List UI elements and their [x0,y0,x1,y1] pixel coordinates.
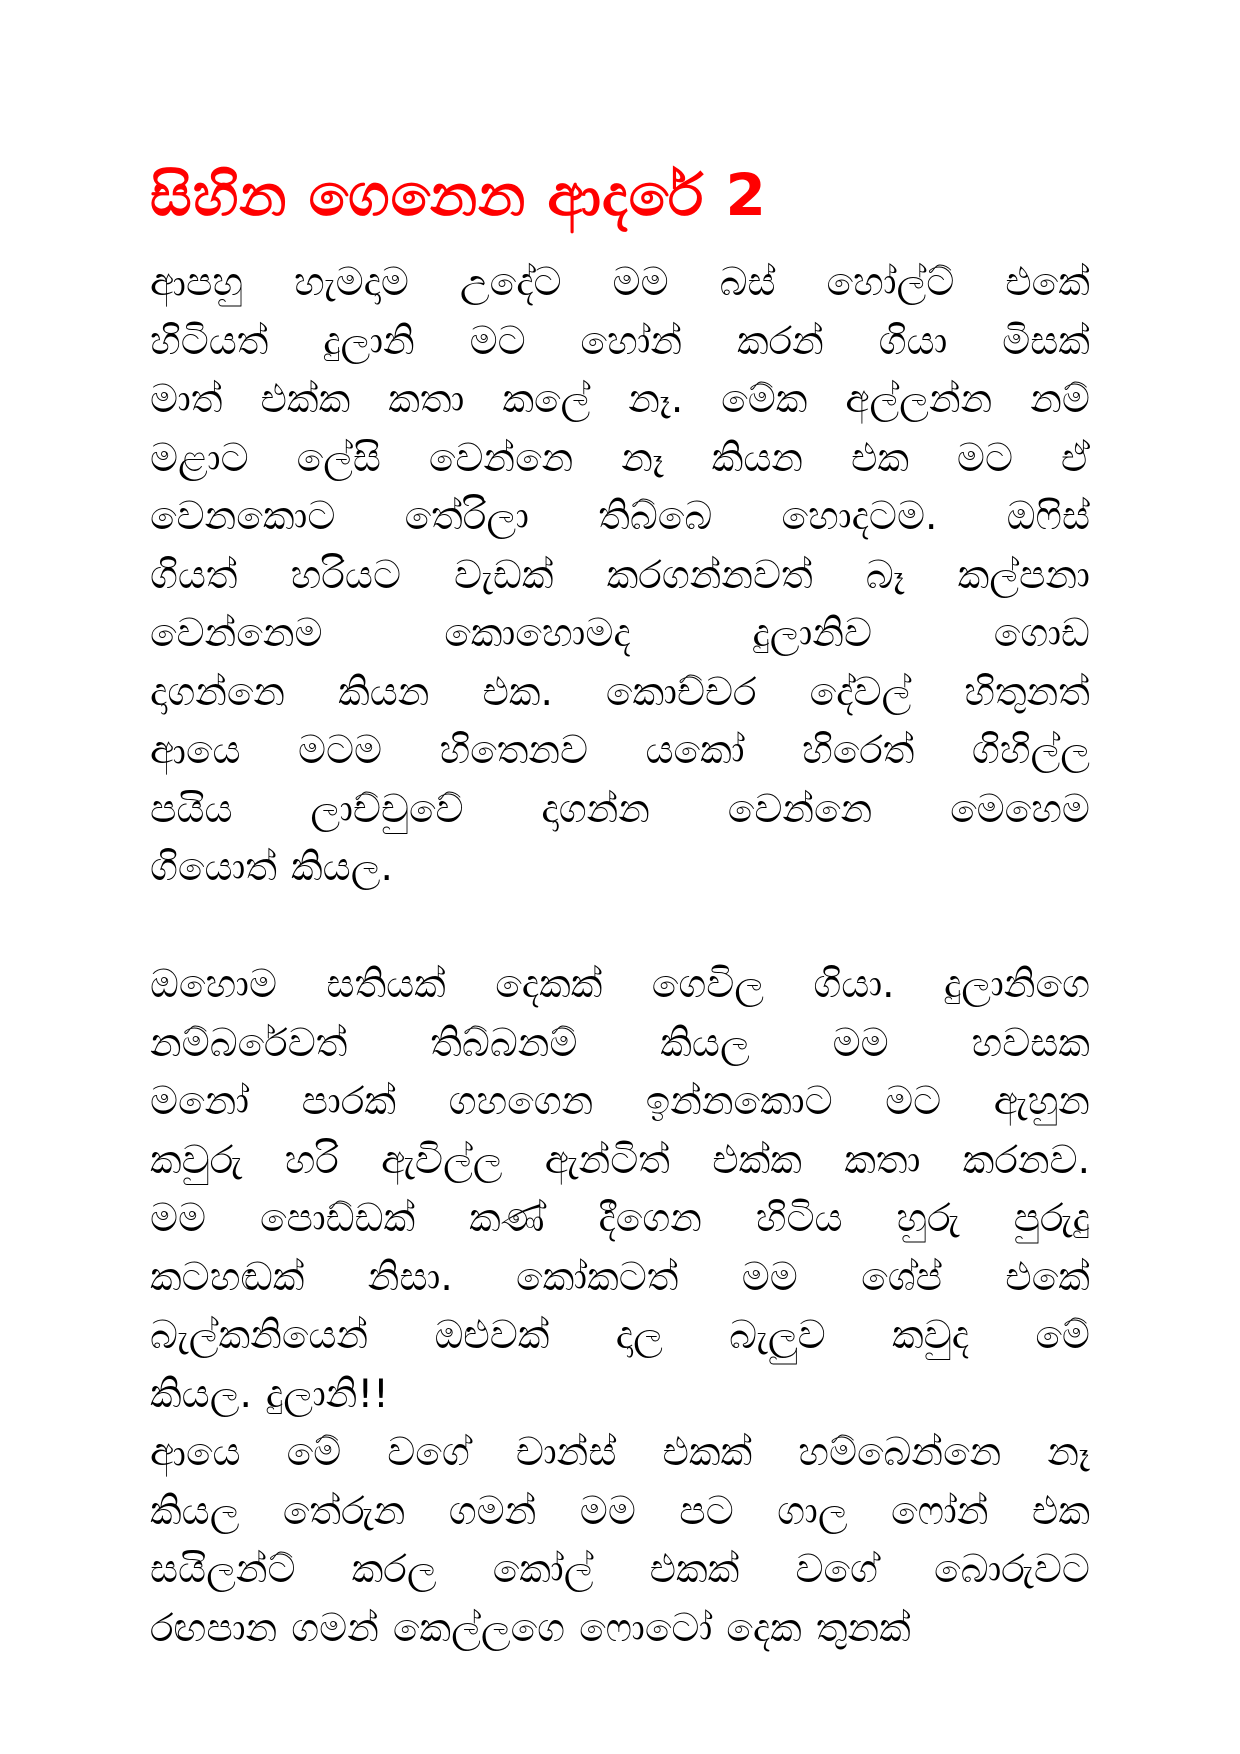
word: කෙල්ලගෙ [392,1605,566,1651]
word: හැමදාම [294,260,409,305]
word: එකේ [1005,1254,1090,1300]
text-line [150,1366,1090,1425]
word: තිබ්බෙ [598,494,713,539]
text-line [150,1307,1090,1366]
word: දාගන්නෙ [150,669,286,715]
word: හිතුනත් [964,669,1090,715]
word: මම [741,1254,798,1300]
text-line [150,781,1090,840]
word: ෆොටෝ [579,1605,713,1651]
word: නම්බරේවත් [150,1020,348,1066]
word: මාත් [150,377,223,422]
word: හරි [284,1137,339,1183]
word: කණ් [469,1196,545,1241]
word: වගේ [387,1430,470,1475]
text-line [150,1190,1090,1249]
text-line [150,956,1090,1015]
word: ඒ [1060,435,1090,481]
word: සයිලන්ට් [150,1547,296,1592]
text-line [150,313,1090,372]
word: ඇවිල්ල [381,1137,503,1183]
word: මම [150,1196,207,1241]
word: හෝල්ට් [826,260,955,305]
word: පයිය [150,786,233,832]
word: බෑ [865,552,905,598]
word: එක [1031,1488,1090,1534]
word: වෙනකොට [150,494,336,539]
word: රඟපාන [150,1605,278,1651]
word: නෑ [1047,1430,1090,1475]
word: ආපහු [150,260,244,305]
document-page [150,150,1090,1658]
word: දීගෙන [598,1196,702,1241]
word: බස් [719,260,776,305]
word: දේවල් [809,669,912,715]
text-line [150,1249,1090,1308]
word: වෙන්නෙ [727,786,873,832]
word: දුලානිව [752,611,873,656]
word: ඇන්ටිත් [544,1137,670,1183]
text-line [150,488,1090,547]
word: කතා [388,377,465,422]
word: කියල [660,1020,750,1066]
word: කටහඬක් [150,1254,305,1300]
word: කියල. [150,1371,252,1417]
word: කතා [844,1137,921,1183]
word: ඇහුන [993,1079,1090,1124]
word: ගිහිල්ල [971,728,1090,773]
word: මට [885,1079,942,1124]
word: දාල [615,1313,663,1358]
word: කියන [338,669,430,715]
paragraph [150,254,1090,898]
text-line [150,1424,1090,1483]
word: බොරුවට [934,1547,1090,1592]
word: පට [679,1488,734,1534]
word: ආයෙ [150,1430,241,1475]
word: මිසක් [1002,318,1090,364]
word: යකෝ [645,728,745,773]
word: ඔෆිස් [1006,494,1090,539]
word: එක්ක [260,377,351,422]
word: ආයෙ [150,728,241,773]
word: ලේසි [296,435,381,481]
word: ගියා [878,318,948,364]
word: කල්පනා [957,552,1090,598]
word: පුරුදු [1013,1196,1090,1241]
word: බැලුව [729,1313,826,1358]
word: එකේ [1005,260,1090,305]
word: එකක් [649,1547,740,1592]
document-title: සිහින ගෙනෙන ආදරේ 2 [150,161,767,229]
word: හිටිය [755,1196,843,1241]
word: දුලානි [323,318,415,364]
word: තේරුන [282,1488,406,1534]
word: ගෙවිල [651,962,765,1007]
text-line [150,430,1090,489]
word: පාරක් [301,1079,397,1124]
word: හරියට [290,552,401,598]
word: මම [612,260,669,305]
word: ගමන් [448,1488,537,1534]
word: දාගන්න [541,786,650,832]
word: හුරු [896,1196,960,1241]
word: නම් [1030,377,1090,422]
word: කොහොමද [444,611,631,656]
word: කරල [351,1547,437,1592]
word: උදේට [459,260,562,305]
text-line [150,371,1090,430]
word: ලාච්චුවේ [310,786,464,832]
text-line [150,664,1090,723]
word: මේ [1035,1313,1090,1358]
word: කලේ [502,377,591,422]
word: ගියා. [813,962,895,1007]
word: පොඩ්ඩක් [259,1196,416,1241]
word: වැඩක් [454,552,554,598]
word: මටම [297,728,383,773]
word: මෙහෙම [950,786,1090,832]
text-line [150,839,1090,898]
word: දෙක [726,1605,802,1651]
word: තේරිලා [404,494,529,539]
text-line [150,1541,1090,1600]
word: කියල [150,1488,240,1534]
word: වගේ [795,1547,878,1592]
text-line [150,722,1090,781]
word: තිබ්බනම් [430,1020,578,1066]
word: මට [956,435,1013,481]
text-line [150,547,1090,606]
word: ශේප් [861,1254,942,1300]
word: දෙකක් [495,962,603,1007]
word: කොච්චර [605,669,757,715]
word: හවසක [971,1020,1090,1066]
word: ගොඩ [993,611,1090,656]
word: ගාල [777,1488,848,1534]
word: ඔළුවක් [434,1313,550,1358]
word: මම [579,1488,636,1534]
word: කවුරු [150,1137,243,1183]
word: එක්ක [712,1137,802,1183]
word: අල්ලන්න [845,377,993,422]
word: හිටියත් [150,318,269,364]
word: මේ [286,1430,342,1475]
word: ෆෝන් [891,1488,989,1534]
word: එක. [482,669,553,715]
word: බැල්කනියෙන් [150,1313,369,1358]
word: හොදටම. [781,494,938,539]
word: මළාට [150,435,249,481]
word: ගියොත් [150,845,277,890]
word: වෙන්නෙ [428,435,574,481]
word: චාන්ස් [515,1430,617,1475]
word: මට [469,318,526,364]
word: කියල. [290,845,393,890]
text-line [150,1600,1090,1659]
word: හිතෙනව [439,728,589,773]
word: ගහගෙන [448,1079,594,1124]
paragraph-gap [150,898,1090,957]
word: මේක [721,377,808,422]
word: කරගන්නවත් [606,552,813,598]
word: හෝන් [580,318,683,364]
word: කෝකටත් [516,1254,679,1300]
paragraph [150,956,1090,1658]
text-line [150,1483,1090,1542]
word: තුනක් [815,1605,911,1651]
word: දුලානිගෙ [943,962,1090,1007]
word: එක [850,435,910,481]
word: නෑ [621,435,664,481]
text-line [150,1015,1090,1074]
text-line [150,1132,1090,1191]
word: කවුද [892,1313,970,1358]
word: හිරෙත් [802,728,915,773]
text-line [150,1073,1090,1132]
word: ගමන් [291,1605,379,1651]
word: දුලානි!! [265,1371,389,1417]
word: හම්බෙන්නෙ [798,1430,1002,1475]
word: කියන [711,435,804,481]
word: මම [832,1020,889,1066]
word: එකක් [662,1430,753,1475]
text-line [150,254,1090,313]
word: වෙන්නෙම [150,611,323,656]
word: කරන් [736,318,824,364]
word: කරනව. [962,1137,1090,1183]
document-body [150,254,1090,1658]
word: ඔහොම [150,962,278,1007]
word: ඉන්නකොට [645,1079,833,1124]
text-line [150,605,1090,664]
word: ගියත් [150,552,238,598]
word: නිසා. [367,1254,453,1300]
word: නෑ. [628,377,684,422]
word: මනෝ [150,1079,250,1124]
word: කෝල් [492,1547,594,1592]
word: සතියක් [326,962,446,1007]
